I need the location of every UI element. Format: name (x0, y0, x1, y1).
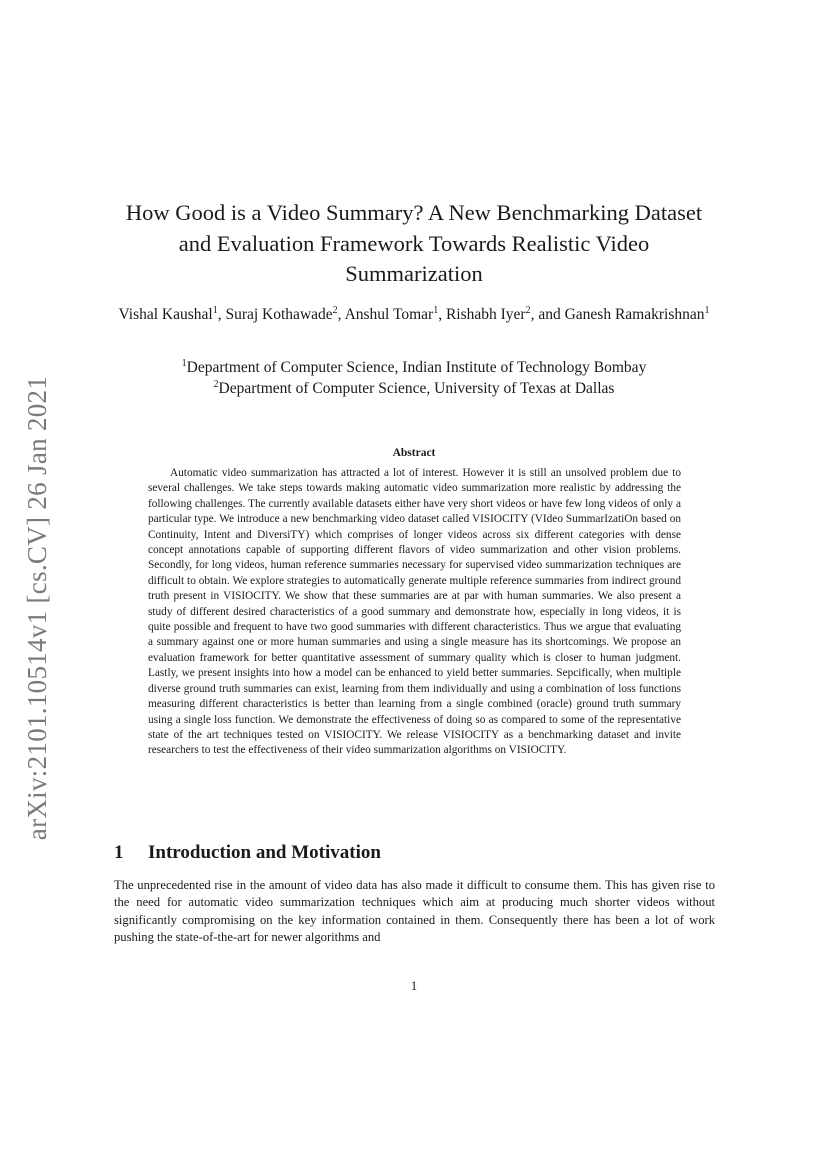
abstract-text: Automatic video summarization has attracted a lot of interest. However it is still an unsolved problem due to several challenges. We take steps towards making automatic video summarization more realistic by addressing the following challenges. The currently available datasets either have very short videos or have few long videos of only a particular type. We introduce a new benchmarking video dataset called VISIOCITY (VIdeo SummarIzatiOn based on Continuity, Intent and DiversiTY) which comprises of longer videos across six different categories with dense concept annotations capable of supporting different flavors of video summarization and other vision problems. Secondly, for long videos, human reference summaries necessary for supervised video summarization techniques are difficult to obtain. We explore strategies to automatically generate multiple reference summaries from indirect ground truth present in VISIOCITY. We show that these summaries are at par with human summaries. We also present a study of different desired characteristics of a good summary and demonstrate how, especially in long videos, it is quite possible and frequent to have two good summaries with different characteristics. Thus we argue that evaluating a summary against one or more human summaries and using a single measure has its shortcomings. We propose an evaluation framework for better quantitative assessment of summary quality which is closer to human judgment. Lastly, we present insights into how a model can be enhanced to yield better summaries. Sepcifically, when multiple diverse ground truth summaries can exist, learning from them individually and using a combination of loss functions measuring different characteristics is better than learning from a single combined (oracle) ground truth summary using a single loss function. We demonstrate the effectiveness of doing so as compared to some of the representative state of the art techniques tested on VISIOCITY. We release VISIOCITY as a benchmarking dataset and invite researchers to test the effectiveness of their video summarization algorithms on VISIOCITY. (148, 467, 681, 757)
author-separator: , (337, 306, 345, 323)
author-affiliation-mark: 1 (433, 305, 439, 316)
section-heading (114, 841, 714, 865)
affiliation-list (110, 358, 718, 399)
author (225, 306, 337, 323)
affiliation-text: Department of Computer Science, Indian Institute of Technology Bombay (186, 359, 647, 376)
affiliation (110, 358, 718, 379)
author-separator: , (438, 306, 446, 323)
author-affiliation-mark: 1 (212, 305, 218, 316)
author-name: Suraj Kothawade (225, 306, 333, 323)
author-separator: , (217, 306, 226, 323)
author (565, 306, 710, 323)
paper-title: How Good is a Video Summary? A New Benchmarking Dataset and Evaluation Framework Towards Realistic Video Summarization (125, 200, 703, 286)
section-body-text: The unprecedented rise in the amount of video data has also made it difficult to consume them. This has given rise to the need for automatic video summarization techniques which aim at producing much shorter videos without significantly compromising on the key information contained in them. Consequently there has been a lot of work pushing the state-of-the-art for newer algorithms and (114, 878, 715, 944)
author-list (110, 305, 718, 325)
page-number: 1 (410, 979, 418, 993)
author (446, 306, 531, 323)
author-affiliation-mark: 2 (525, 305, 531, 316)
author-name: Anshul Tomar (344, 306, 434, 323)
author-name: Ganesh Ramakrishnan (564, 306, 705, 323)
section-number: 1 (114, 842, 124, 863)
author (345, 306, 439, 323)
affiliation-text: Department of Computer Science, University of Texas at Dallas (218, 379, 615, 397)
affiliation-mark: 1 (181, 358, 187, 369)
author-affiliation-mark: 1 (704, 305, 710, 316)
author-affiliation-mark: 2 (332, 305, 338, 316)
author-name: Vishal Kaushal (118, 306, 213, 323)
author-name: Rishabh Iyer (445, 306, 526, 323)
author (119, 306, 218, 323)
affiliation (110, 379, 718, 400)
section-title: Introduction and Motivation (148, 842, 381, 863)
author-separator: , and (530, 306, 565, 323)
affiliation-mark: 2 (213, 378, 219, 390)
abstract-heading: Abstract (392, 447, 436, 459)
arxiv-identifier-stamp: arXiv:2101.10514v1 [cs.CV] 26 Jan 2021 (22, 375, 52, 841)
